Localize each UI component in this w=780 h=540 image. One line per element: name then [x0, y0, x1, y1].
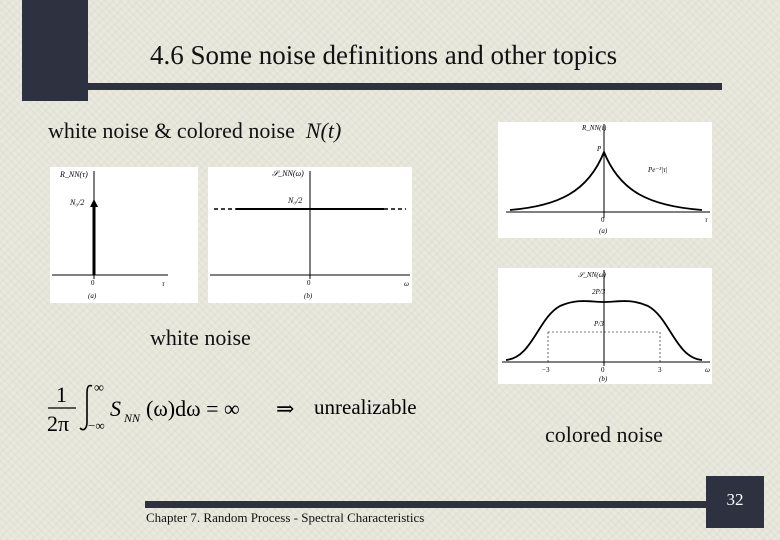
footer-bar [145, 501, 725, 508]
y-axis-label: 𝒮_NN(ω) [578, 271, 606, 279]
colored-noise-psd-plot [498, 268, 712, 384]
unrealizable-formula [44, 378, 444, 438]
caption: (a) [599, 227, 608, 235]
white-noise-label: white noise [150, 325, 251, 350]
peak-label: P [597, 145, 602, 153]
impulse-arrow [90, 199, 98, 207]
footer-text: Chapter 7. Random Process - Spectral Characteristics [146, 510, 425, 525]
colored-noise-label: colored noise [545, 422, 663, 447]
y-axis-label: 𝒮_NN(ω) [272, 169, 304, 178]
exponential-curve [510, 152, 702, 210]
subtitle-math: N(t) [305, 118, 342, 143]
half-level-label: P/3 [594, 320, 604, 328]
y-axis-label: R_NN(τ) [60, 170, 88, 179]
integrand-subscript: NN [124, 411, 141, 425]
lower-limit: −∞ [88, 418, 105, 433]
fraction-numerator: 1 [56, 382, 67, 407]
slide-title: 4.6 Some noise definitions and other topics [150, 40, 618, 70]
origin-label: 0 [601, 366, 605, 374]
caption: (b) [304, 292, 313, 300]
level-label: N₀/2 [288, 196, 303, 205]
white-noise-psd-plot [208, 167, 412, 303]
subtitle-text: white noise & colored noise [48, 118, 295, 143]
pos-tick-label: 3 [658, 366, 662, 374]
caption: (a) [88, 292, 97, 300]
caption: (b) [599, 375, 608, 383]
implies-arrow: ⇒ [276, 396, 295, 421]
curve-label: Pe⁻³|τ| [648, 166, 668, 174]
x-axis-label: τ [162, 280, 165, 288]
peak-label: 2P/3 [592, 288, 606, 296]
y-axis-label: R_NN(τ) [582, 124, 607, 132]
integrand-symbol: S [110, 396, 121, 421]
origin-label: 0 [91, 279, 95, 287]
impulse-label: N₀/2 [70, 198, 85, 207]
integrand-rest: (ω)dω = ∞ [146, 396, 240, 421]
white-noise-autocorr-plot [50, 167, 198, 303]
origin-label: 0 [601, 216, 605, 224]
x-axis-label: ω [705, 366, 710, 374]
x-axis-label: τ [705, 216, 708, 224]
slide-subtitle [48, 118, 341, 144]
title-underline-bar [22, 83, 722, 90]
upper-limit: ∞ [94, 381, 104, 396]
conclusion-text: unrealizable [314, 395, 417, 419]
origin-label: 0 [307, 279, 311, 287]
colored-noise-autocorr-plot [498, 122, 712, 238]
x-axis-label: ω [404, 280, 409, 288]
neg-tick-label: −3 [542, 366, 550, 374]
fraction-denominator: 2π [47, 411, 70, 436]
page-number: 32 [726, 490, 744, 509]
